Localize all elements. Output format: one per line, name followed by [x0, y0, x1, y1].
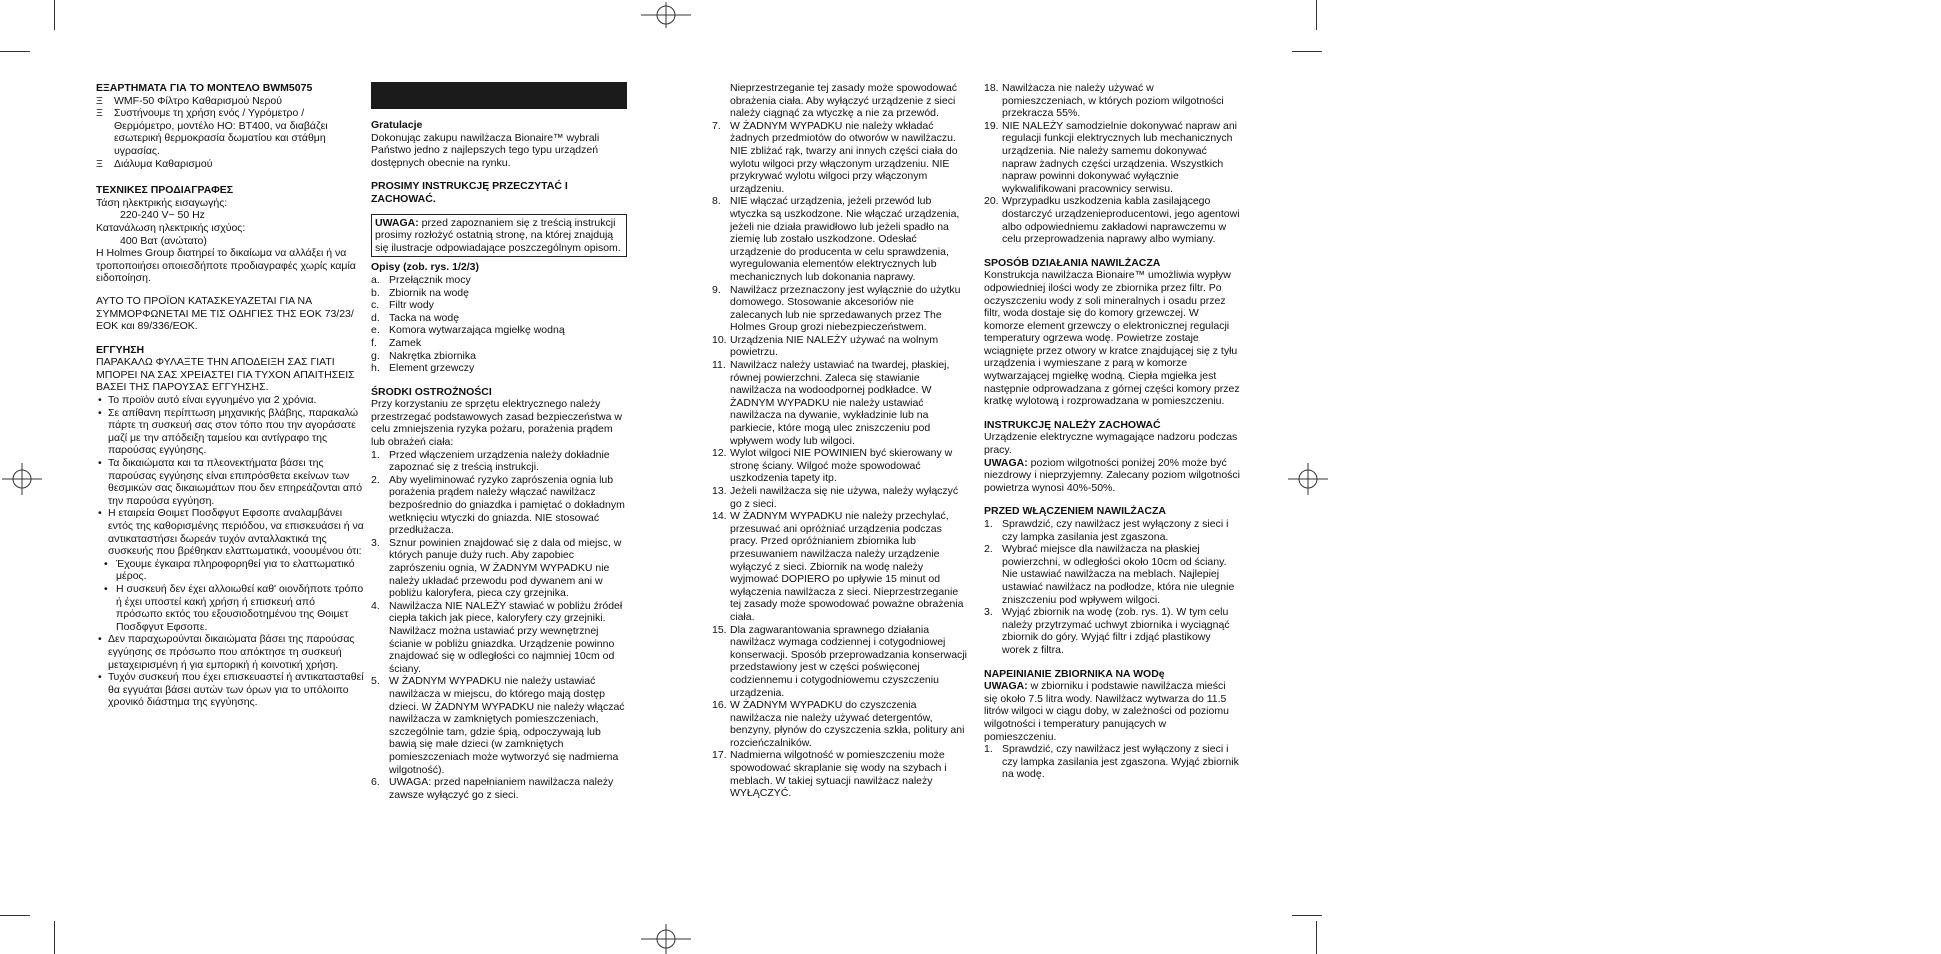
list-item	[371, 537, 627, 600]
list-item: • Η εταιρεία Θοιμετ Ποσδφγυτ Εφσοπε αναλαμβάνει εντός της καθορισμένης περιόδου, να επισκευάσει ή να αντικαταστήσει δωρεάν τυχόν ανταλλακτικά της συσκευής που βρέθηκαν ελαττωματικά, νοουμένου ότι:	[96, 507, 364, 557]
list-item	[984, 518, 1240, 543]
safety-intro: Przy korzystaniu ze sprzętu elektrycznego należy przestrzegać podstawowych zasad bezpieczeństwa w celu zmniejszenia ryzyka pożaru, porażenia prądem lub obrażeń ciała:	[371, 398, 622, 449]
item-number: 3.	[984, 606, 993, 619]
item-number: 12.	[712, 447, 727, 460]
list-item	[371, 299, 627, 312]
spec-voltage-value: 220-240 V~ 50 Hz	[120, 209, 205, 222]
heading-congrats: Gratulacje	[371, 119, 423, 131]
note-box	[371, 214, 627, 258]
item-text: W ŻADNYM WYPADKU nie należy przechylać, przesuwać ani opróżniać urządzenia podczas pracy. Przed opróżnianiem zbiornika lub przesuwaniem nawilżacza należy urządzenie wyłączyć z sieci. Zbiornik na wodę należy wyjmować DOPIERO po upływie 15 minut od wyłączenia nawilżacza z sieci. Nieprzestrzeganie tej zasady może spowodować poważne obrażenia ciała.	[730, 510, 964, 623]
column-greek	[96, 82, 364, 709]
item-number: 11.	[712, 359, 726, 372]
registration-mark-left	[2, 463, 42, 495]
sub-list-item: • Έχουμε έγκαιρα πληροφορηθεί για το ελαττωματικό μέρος.	[96, 558, 364, 583]
item-text: Nawilżacza NIE NALEŻY stawiać w pobliżu źródeł ciepła takich jak piece, kaloryfery czy grzejniki. Nawilżacz można ustawiać przy wewnętrznej ścianie w pobliżu gniazdka. Urządzenie powinno znajdować się w odległości co najmniej 10cm od ściany.	[389, 599, 623, 675]
list-item	[96, 107, 364, 157]
item-text: Aby wyeliminować ryzyko zaprószenia ognia lub porażenia prądem należy włączać nawilżacz bezpośrednio do gniazdka i pamiętać o dokładnym wetknięciu wtyczki do gniazda. NIE stosować przedłużacza.	[389, 473, 625, 537]
item-key: e.	[371, 324, 380, 337]
column-polish-2	[712, 82, 967, 800]
bullet-mark: Ξ	[96, 157, 103, 170]
item-text: Przełącznik mocy	[389, 273, 471, 286]
registration-mark-top	[641, 2, 691, 28]
list-item	[712, 510, 967, 623]
item-number: 4.	[371, 599, 380, 612]
crop-mark	[1316, 921, 1317, 954]
list-item	[371, 362, 627, 375]
keep-warning	[984, 457, 1240, 495]
registration-mark-bottom	[641, 924, 691, 954]
item-text: Przed włączeniem urządzenia należy dokładnie zapoznać się z treścią instrukcji.	[389, 448, 610, 474]
continued-text: Nieprzestrzeganie tej zasady może spowodować obrażenia ciała. Aby wyłączyć urządzenie z sieci należy ciągnąć za wtyczkę a nie za przewód.	[730, 82, 958, 120]
item-number: 8.	[712, 195, 721, 208]
item-text: Nawilżacz przeznaczony jest wyłącznie do użytku domowego. Stosowanie akcesoriów nie zalecanych lub nie sprzedawanych przez The Holmes Group grozi niebezpieczeństwem.	[730, 283, 961, 334]
crop-mark	[0, 915, 30, 916]
fill-steps-list	[984, 743, 1240, 781]
item-text: Wyjąć zbiornik na wodę (zob. rys. 1). W tym celu należy przytrzymać uchwyt zbiornika i wyciągnąć zbiornik do góry. Wyjąć filtr i zdjąć plastikowy worek z filtra.	[1002, 606, 1230, 656]
item-number: 14.	[712, 510, 727, 523]
list-item	[712, 624, 967, 700]
list-item	[371, 474, 627, 537]
list-item	[984, 195, 1240, 245]
item-text: Sprawdzić, czy nawilżacz jest wyłączony z sieci i czy lampka zasilania jest zgaszona. Wyjąć zbiornik na wodę.	[1002, 743, 1239, 781]
item-text: NIE włączać urządzenia, jeżeli przewód lub wtyczka są uszkodzone. Nie włączać urządzenia, jeżeli nie działa prawidłowo lub jeżeli spadło na ziemię lub zostało uszkodzone. Odesłać urządzenie do producenta w celu sprawdzenia, wyregulowania elementów elektrycznych lub mechanicznych lub dokonania naprawy.	[730, 195, 960, 283]
list-item	[371, 776, 627, 801]
heading-specs: ΤΕΧΝΙΚΕΣ ΠΡΟΔΙΑΓΡΑΦΕΣ	[96, 184, 234, 197]
item-number: 18.	[984, 82, 999, 94]
spec-power-label: Κατανάλωση ηλεκτρικής ισχύος:	[96, 221, 246, 234]
registration-mark-right	[1288, 463, 1328, 495]
item-key: d.	[371, 311, 380, 324]
item-text: UWAGA: przed napełnianiem nawilżacza należy zawsze wyłączyć go z sieci.	[389, 776, 614, 801]
item-key: c.	[371, 299, 380, 312]
spec-voltage-label: Τάση ηλεκτρικής εισαγωγής:	[96, 196, 228, 209]
item-number: 1.	[984, 743, 993, 756]
list-item	[984, 606, 1240, 656]
fill-body: w zbiorniku i podstawie nawilżacza mieści się około 7.5 litra wody. Nawilżacz wytwarza do 11.5 litrów wilgoci w ciągu doby, w zależności od poziomu wilgotności i temperatury panujących w pomieszczeniu.	[984, 680, 1229, 743]
item-text: Tacka na wodę	[389, 311, 460, 324]
item-text: Nawilżacza nie należy używać w pomieszczeniach, w których poziom wilgotności przekracza 55%.	[1002, 82, 1224, 120]
language-tab-bar	[371, 82, 627, 109]
crop-mark	[1292, 51, 1322, 52]
item-text: Zamek	[389, 336, 422, 349]
fill-label: UWAGA:	[984, 680, 1028, 693]
item-text: Sznur powinien znajdować się z dala od miejsc, w których panuje duży ruch. Aby zapobiec zaprószeniu ognia, W ŻADNYM WYPADKU nie należy układać przewodu pod dywanem ani w pobliżu kaloryfera, pieca czy grzejnika.	[389, 536, 622, 600]
fill-text	[984, 680, 1240, 743]
item-number: 1.	[984, 518, 993, 530]
item-text: W ŻADNYM WYPADKU do czyszczenia nawilżacza nie należy używać detergentów, benzyny, płynów do czyszczenia szkła, politury ani rozcieńczalników.	[730, 699, 965, 749]
heading-fill-tank: NAPEINIANIE ZBIORNIKA NA WODę	[984, 667, 1165, 680]
list-item	[712, 749, 967, 799]
item-text: Wprzypadku uszkodzenia kabla zasilającego dostarczyć urządzenieproducentowi, jego agentowi albo odpowiedniemu zakładowi naprawczemu w celu przeprowadzenia naprawy albo wymiany.	[1002, 195, 1240, 246]
list-item	[712, 447, 967, 485]
crop-mark	[54, 0, 55, 30]
item-text: Nawilżacz należy ustawiać na twardej, płaskiej, równej powierzchni. Zaleca się stawianie nawilżacza na wodoodpornej podkładce. W ŻADNYM WYPADKU nie należy ustawiać nawilżacza na dywanie, wykładzinie lub na parkiecie, które mogą ulec zniszczeniu pod wpływem wody lub wilgoci.	[730, 359, 950, 447]
list-item	[984, 743, 1240, 781]
bullet-mark: Ξ	[96, 107, 103, 120]
item-text: Komora wytwarzająca mgiełkę wodną	[389, 324, 565, 337]
heading-read-instructions: PROSIMY INSTRUKCJĘ PRZECZYTAĆ I ZACHOWAĆ.	[371, 180, 568, 205]
heading-safety: ŚRODKI OSTROŻNOŚCI	[371, 385, 492, 398]
item-text: W ŻADNYM WYPADKU nie należy ustawiać nawilżacza w miejscu, do którego mają dostęp dzieci. W ŻADNYM WYPADKU nie należy włączać nawilżacza w zamkniętych pomieszczeniach, szczególnie tam, gdzie śpią, odpoczywają lub bawią się małe dzieci (w zamkniętych pomieszczeniach może wytworzyć się nadmierna wilgotność).	[389, 675, 625, 776]
item-key: g.	[371, 349, 380, 362]
item-key: h.	[371, 362, 380, 375]
item-text: Nakrętka zbiornika	[389, 349, 476, 362]
list-item: • Το προϊόν αυτό είναι εγγυημένο για 2 χρόνια.	[96, 394, 364, 407]
list-item: • Δεν παραχωρούνται δικαιώματα βάσει της παρούσας εγγύησης σε πρόσωπο που απόκτησε τη συσκευή μεταχειρισμένη ή για εμπορική ή κοινοτική χρήση.	[96, 633, 364, 671]
list-item	[712, 359, 967, 447]
list-item: • Τυχόν συσκευή που έχει επισκευαστεί ή αντικατασταθεί θα εγγυάται βάσει αυτών των όρων για το υπόλοιπο χρονικό διάστημα της εγγύησης.	[96, 671, 364, 709]
list-item	[371, 675, 627, 776]
list-item	[712, 195, 967, 283]
list-item	[371, 337, 627, 350]
item-text: WMF-50 Φίλτρο Καθαρισμού Νερού	[114, 94, 283, 107]
item-text: Wybrać miejsce dla nawilżacza na płaskiej powierzchni, w odległości około 10cm od ściany. Nie ustawiać nawilżacza na meblach. Najlepiej ustawiać nawilżacz na podłodze, która nie ulegnie zniszczeniu pod wpływem wilgoci.	[1002, 543, 1235, 606]
crop-mark	[54, 921, 55, 954]
item-text: Διάλυμα Καθαρισμού	[114, 157, 213, 170]
item-number: 17.	[712, 749, 727, 762]
item-text: Jeżeli nawilżacza się nie używa, należy wyłączyć go z sieci.	[730, 485, 959, 510]
item-text: Sprawdzić, czy nawilżacz jest wyłączony z sieci i czy lampka zasilania jest zgaszona.	[1002, 518, 1229, 543]
list-item	[371, 312, 627, 325]
warranty-intro: ΠΑΡΑΚΑΛΩ ΦΥΛΑΞΤΕ ΤΗΝ ΑΠΟΔΕΙΞΗ ΣΑΣ ΓΙΑΤΙ ΜΠΟΡΕΙ ΝΑ ΣΑΣ ΧΡΕΙΑΣΤΕΙ ΓΙΑ ΤΥΧΟΝ ΑΠΑΙΤΗΣΕΙΣ ΒΑΣΕΙ ΤΗΣ ΠΑΡΟΥΣΑΣ ΕΓΓΥΗΣΗΣ.	[96, 356, 355, 394]
warning-text: poziom wilgotności poniżej 20% może być niezdrowy i nieprzyjemny. Zalecany poziom wilgotności powietrza wynosi 40%-50%.	[984, 456, 1240, 494]
item-text: Filtr wody	[389, 299, 434, 312]
list-item: • Τα δικαιώματα και τα πλεονεκτήματα βάσει της παρούσας εγγύησης είναι επιπρόσθετα εκείνων των θεσμικών σας δικαιωμάτων που δεν επηρεάζονται από την παρούσα εγγύηση.	[96, 457, 364, 507]
item-number: 20.	[984, 195, 999, 208]
item-number: 10.	[712, 333, 727, 346]
item-key: f.	[371, 336, 377, 349]
compliance-text: ΑΥΤΟ ΤΟ ΠΡΟΪΟΝ ΚΑΤΑΣΚΕΥΑΖΕΤΑΙ ΓΙΑ ΝΑ ΣΥΜΜΟΡΦΩΝΕΤΑΙ ΜΕ ΤΙΣ ΟΔΗΓΙΕΣ ΤΗΣ ΕΟΚ 73/23/ΕΟΚ και 89/336/ΕΟΚ.	[96, 294, 354, 333]
item-text: Nadmierna wilgotność w pomieszczeniu może spowodować skraplanie się wody na szybach i meblach. W takiej sytuacji nawilżacz należy WYŁĄCZYĆ.	[730, 749, 947, 800]
sub-list-item: • Η συσκευή δεν έχει αλλοιωθεί καθ' οιονδήποτε τρόπο ή έχει υποστεί κακή χρήση ή επισκευή από πρόσωπο εκτός του εξουσιοδοτημένου της Θοιμετ Ποσδφγυτ Εφσοπε.	[96, 583, 364, 633]
item-number: 9.	[712, 283, 721, 296]
list-item	[371, 449, 627, 474]
list-item	[984, 82, 1240, 120]
heading-keep-instructions: INSTRUKCJĘ NALEŻY ZACHOWAĆ	[984, 418, 1161, 431]
list-item	[371, 324, 627, 337]
heading-accessories: ΕΞΑΡΤΗΜΑΤΑ ΓΙΑ ΤΟ ΜΟΝΤΕΛΟ BWM5075	[96, 82, 313, 94]
item-number: 19.	[984, 119, 999, 132]
item-number: 1.	[371, 448, 380, 461]
item-text: NIE NALEŻY samodzielnie dokonywać napraw ani regulacji funkcji elektrycznych lub mechanicznych urządzenia. Nie należy samemu dokonywać napraw żadnych części urządzenia. Wszystkich napraw powinni dokonywać wyłącznie wykwalifikowani pracownicy serwisu.	[1002, 119, 1238, 195]
item-number: 6.	[371, 776, 380, 789]
item-number: 15.	[712, 623, 727, 636]
spec-note: Η Holmes Group διατηρεί το δικαίωμα να αλλάξει ή να τροποποιήσει οποιεσδήποτε προδιαγραφές χωρίς καμία ειδοποίηση.	[96, 247, 356, 285]
warning-label: UWAGA:	[984, 456, 1028, 469]
item-text: Wylot wilgoci NIE POWINIEN być skierowany w stronę ściany. Wilgoć może spowodować uszkodzenia tapety itp.	[730, 447, 953, 485]
list-item: • Σε απίθανη περίπτωση μηχανικής βλάβης, παρακαλώ πάρτε τη συσκευή σας στον τόπο που την αγοράσατε μαζί με την απόδειξη ταμείου και αντίγραφο της παρούσας εγγύησης.	[96, 407, 364, 457]
item-text: W ŻADNYM WYPADKU nie należy wkładać żadnych przedmiotów do otworów w nawilżaczu. NIE zbliżać rąk, twarzy ani innych części ciała do wylotu wilgoci przy włączonym urządzeniu. NIE przykrywać wylotu wilgoci przy włączonym urządzeniu.	[730, 119, 958, 195]
safety-list-end	[984, 82, 1240, 246]
list-item	[96, 158, 364, 171]
item-number: 5.	[371, 675, 380, 688]
list-item	[712, 699, 967, 749]
item-number: 13.	[712, 485, 727, 497]
list-item	[371, 600, 627, 676]
item-number: 2.	[984, 543, 993, 556]
column-polish-1	[371, 82, 627, 801]
warranty-list	[96, 394, 364, 709]
item-key: a.	[371, 273, 380, 286]
list-item	[712, 334, 967, 359]
item-number: 7.	[712, 119, 721, 132]
item-text: Zbiornik na wodę	[389, 286, 469, 299]
list-item	[371, 287, 627, 300]
list-item	[712, 284, 967, 334]
list-item	[712, 120, 967, 196]
list-item	[712, 485, 967, 510]
list-item	[984, 120, 1240, 196]
item-text: Dla zagwarantowania sprawnego działania nawilżacz wymaga codziennej i cotygodniowej konserwacji. Sposób przeprowadzania konserwacji przedstawiony jest w części poświęconej codziennemu i cotygodniowemu czyszczeniu urządzenia.	[730, 623, 967, 699]
list-item	[984, 543, 1240, 606]
spec-power-value: 400 Βατ (ανώτατο)	[120, 234, 207, 247]
operation-text: Konstrukcja nawilżacza Bionaire™ umożliwia wypływ odpowiedniej ilości wody ze zbiornika przez filtr. Po oczyszczeniu wody z soli mineralnych i osadu przez filtr, woda dostaje się do komory grzewczej. W komorze element grzewczy o elektronicznej regulacji temperatury ogrzewa wodę. Powietrze zostaje wciągnięte przez otwory w kratce znajdującej się z tyłu urządzenia i wymieszane z parą w komorze wytwarzającej mgiełkę wodną. Ciepła mgiełka jest następnie odprowadzana z górnej części komory przez kratkę wylotową i rozprowadzana w pomieszczeniu.	[984, 269, 1240, 408]
safety-list-continued	[712, 120, 967, 800]
list-item	[371, 274, 627, 287]
item-number: 2.	[371, 473, 380, 486]
list-item	[371, 350, 627, 363]
item-text: Συστήνουμε τη χρήση ενός / Υγρόμετρο / Θερμόμετρο, μοντέλο HO: BT400, να διαβάζει εσωτερική θερμοκρασία δωματίου και στάθμη υγρασίας.	[114, 107, 328, 157]
heading-before-use: PRZED WŁĄCZENIEM NAWILŻACZA	[984, 505, 1166, 518]
list-item	[96, 95, 364, 108]
item-number: 3.	[371, 536, 380, 549]
item-number: 16.	[712, 699, 727, 712]
crop-mark	[1316, 0, 1317, 30]
keep-text: Urządzenie elektryczne wymagające nadzoru podczas pracy.	[984, 431, 1238, 457]
item-text: Element grzewczy	[389, 362, 475, 375]
bullet-mark: Ξ	[96, 94, 103, 107]
accessories-list	[96, 95, 364, 171]
crop-mark	[1292, 915, 1322, 916]
heading-descriptions: Opisy (zob. rys. 1/2/3)	[371, 261, 479, 274]
parts-list	[371, 274, 627, 375]
before-use-list	[984, 518, 1240, 657]
note-text: przed zapoznaniem się z treścią instrukcji prosimy rozłożyć ostatnią stronę, na której znajdują się ilustracje odpowiadające poszczególnym opisom.	[375, 216, 621, 254]
safety-list	[371, 449, 627, 802]
heading-warranty: ΕΓΓΥΗΣΗ	[96, 343, 145, 356]
congrats-text: Dokonując zakupu nawilżacza Bionaire™ wybrali Państwo jedno z najlepszych tego typu urządzeń dostępnych obecnie na rynku.	[371, 131, 600, 169]
column-polish-3	[984, 82, 1240, 781]
item-key: b.	[371, 286, 380, 299]
note-label: UWAGA:	[375, 216, 419, 229]
heading-operation: SPOSÓB DZIAŁANIA NAWILŻACZA	[984, 256, 1161, 269]
item-text: Urządzenia NIE NALEŻY używać na wolnym powietrzu.	[730, 333, 939, 359]
crop-mark	[0, 51, 30, 52]
